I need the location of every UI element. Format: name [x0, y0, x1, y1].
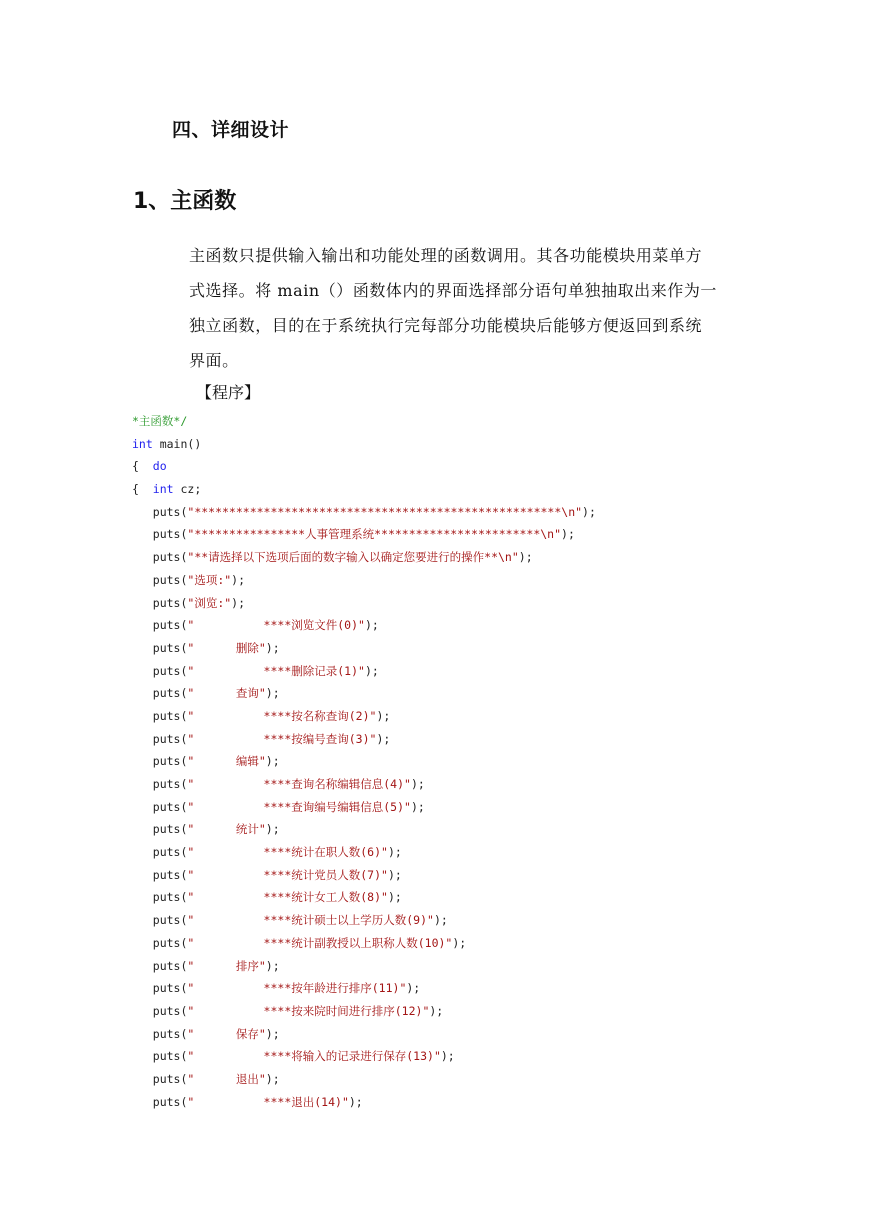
code-call: puts(: [132, 504, 188, 519]
program-label: 【程序】: [196, 383, 261, 402]
code-string: " 查询": [187, 686, 266, 701]
section-heading: 四、详细设计: [172, 119, 290, 141]
puts-statements: [132, 501, 596, 1114]
code-line-puts: [132, 1068, 596, 1091]
code-line-main: [132, 433, 596, 456]
code-string: " ****将输入的记录进行保存(13)": [187, 1049, 441, 1064]
code-call: puts(: [132, 731, 188, 746]
code-terminator: );: [410, 777, 425, 791]
code-keyword: int: [152, 482, 174, 497]
code-terminator: );: [429, 1003, 444, 1018]
code-string: " ****退出(14)": [187, 1094, 349, 1109]
code-terminator: );: [406, 981, 421, 996]
code-terminator: );: [265, 1071, 280, 1086]
code-line-puts: [132, 1000, 596, 1023]
code-string: " ****统计副教授以上职称人数(10)": [187, 935, 453, 950]
code-call: puts(: [132, 640, 188, 655]
code-line-puts: [132, 569, 596, 592]
code-call: puts(: [132, 1094, 188, 1109]
code-terminator: );: [265, 1026, 280, 1041]
description-paragraph: [189, 243, 741, 383]
code-block: [132, 410, 596, 1113]
code-terminator: );: [561, 527, 575, 542]
code-terminator: );: [265, 754, 280, 769]
code-line-puts: [132, 955, 596, 978]
code-call: puts(: [132, 867, 188, 882]
code-call: puts(: [132, 958, 188, 973]
code-call: puts(: [132, 1071, 188, 1086]
code-call: puts(: [132, 1049, 188, 1064]
code-terminator: );: [265, 958, 280, 973]
code-string: " ****按编号查询(3)": [187, 731, 377, 746]
code-brace: {: [132, 459, 153, 474]
code-terminator: );: [452, 935, 467, 950]
code-line-puts: [132, 750, 596, 773]
code-call: puts(: [132, 913, 188, 928]
code-string: " ****按年龄进行排序(11)": [187, 981, 407, 996]
paragraph-line: 主函数只提供输入输出和功能处理的函数调用。其各功能模块用菜单方: [189, 246, 703, 265]
code-line-puts: [132, 660, 596, 683]
code-string: " ****查询编号编辑信息(5)": [187, 799, 411, 814]
code-string: " ****浏览文件(0)": [187, 618, 365, 633]
code-line-puts: [132, 796, 596, 819]
code-line-puts: [132, 818, 596, 841]
code-terminator: );: [376, 708, 391, 723]
code-string: " ****统计党员人数(7)": [187, 867, 388, 882]
code-terminator: );: [387, 890, 402, 905]
code-terminator: );: [364, 618, 379, 633]
code-line-puts: [132, 1045, 596, 1068]
code-terminator: );: [376, 731, 391, 746]
code-line-puts: [132, 977, 596, 1000]
code-line-decl: [132, 478, 596, 501]
code-text: main(): [152, 436, 202, 451]
code-string: " ****按名称查询(2)": [187, 708, 377, 723]
code-line-puts: [132, 705, 596, 728]
code-line-puts: [132, 546, 596, 569]
code-terminator: );: [387, 867, 402, 882]
code-string: " 保存": [187, 1026, 266, 1041]
code-string: " 退出": [187, 1071, 266, 1086]
code-comment: *主函数*/: [132, 414, 188, 428]
code-call: puts(: [132, 527, 188, 542]
code-line-puts: [132, 637, 596, 660]
code-text: cz;: [173, 482, 202, 497]
code-line-puts: [132, 1091, 596, 1114]
paragraph-line: 式选择。将 main（）函数体内的界面选择部分语句单独抽取出来作为一: [189, 281, 717, 300]
code-call: puts(: [132, 845, 188, 860]
code-terminator: );: [433, 913, 448, 928]
code-string: "选项:": [187, 572, 232, 587]
code-terminator: );: [440, 1049, 455, 1064]
paragraph-line: 界面。: [189, 351, 239, 370]
code-terminator: );: [265, 822, 280, 837]
code-line-puts: [132, 682, 596, 705]
paragraph-line: 独立函数，目的在于系统执行完每部分功能模块后能够方便返回到系统: [189, 316, 703, 335]
code-line-puts: [132, 728, 596, 751]
code-string: " 统计": [187, 822, 266, 837]
code-line-puts: [132, 886, 596, 909]
code-string: " 删除": [187, 640, 266, 655]
code-string: " 排序": [187, 958, 266, 973]
code-call: puts(: [132, 572, 188, 587]
code-terminator: );: [231, 595, 246, 610]
code-call: puts(: [132, 550, 188, 565]
code-string: "**请选择以下选项后面的数字输入以确定您要进行的操作**\n": [187, 550, 519, 565]
code-terminator: );: [231, 572, 246, 587]
code-line-puts: [132, 523, 596, 546]
code-keyword: int: [132, 436, 153, 451]
code-string: " ****查询名称编辑信息(4)": [187, 777, 411, 791]
code-string: "*****************************************************\n": [187, 504, 583, 519]
subsection-heading: 1、主函数: [133, 189, 237, 214]
code-terminator: );: [518, 550, 533, 565]
code-line-do: [132, 455, 596, 478]
code-call: puts(: [132, 822, 188, 837]
code-line-puts: [132, 1023, 596, 1046]
code-keyword: do: [152, 459, 167, 474]
code-string: "****************人事管理系统************************\n": [187, 527, 562, 542]
code-line-puts: [132, 592, 596, 615]
code-terminator: );: [265, 686, 280, 701]
code-line-puts: [132, 614, 596, 637]
code-line-puts: [132, 909, 596, 932]
code-line-puts: [132, 501, 596, 524]
code-string: " ****删除记录(1)": [187, 663, 365, 678]
code-string: " ****统计女工人数(8)": [187, 890, 388, 905]
code-call: puts(: [132, 595, 188, 610]
code-call: puts(: [132, 799, 188, 814]
code-call: puts(: [132, 686, 188, 701]
code-call: puts(: [132, 981, 188, 996]
code-call: puts(: [132, 708, 188, 723]
code-line-puts: [132, 932, 596, 955]
code-string: "浏览:": [187, 595, 232, 610]
code-brace: {: [132, 482, 153, 497]
code-terminator: );: [364, 663, 379, 678]
code-call: puts(: [132, 1003, 188, 1018]
code-line-puts: [132, 773, 596, 796]
code-call: puts(: [132, 777, 188, 791]
code-terminator: );: [410, 799, 425, 814]
code-call: puts(: [132, 935, 188, 950]
code-terminator: );: [582, 504, 596, 519]
code-terminator: );: [265, 640, 280, 655]
code-call: puts(: [132, 618, 188, 633]
code-string: " ****统计在职人数(6)": [187, 845, 388, 860]
code-string: " 编辑": [187, 754, 266, 769]
code-terminator: );: [387, 845, 402, 860]
code-call: puts(: [132, 890, 188, 905]
code-terminator: );: [348, 1094, 363, 1109]
code-string: " ****按来院时间进行排序(12)": [187, 1003, 430, 1018]
code-line-puts: [132, 864, 596, 887]
code-string: " ****统计硕士以上学历人数(9)": [187, 913, 434, 928]
code-call: puts(: [132, 1026, 188, 1041]
code-line-puts: [132, 841, 596, 864]
code-call: puts(: [132, 754, 188, 769]
code-call: puts(: [132, 663, 188, 678]
code-line-comment: [132, 410, 596, 433]
